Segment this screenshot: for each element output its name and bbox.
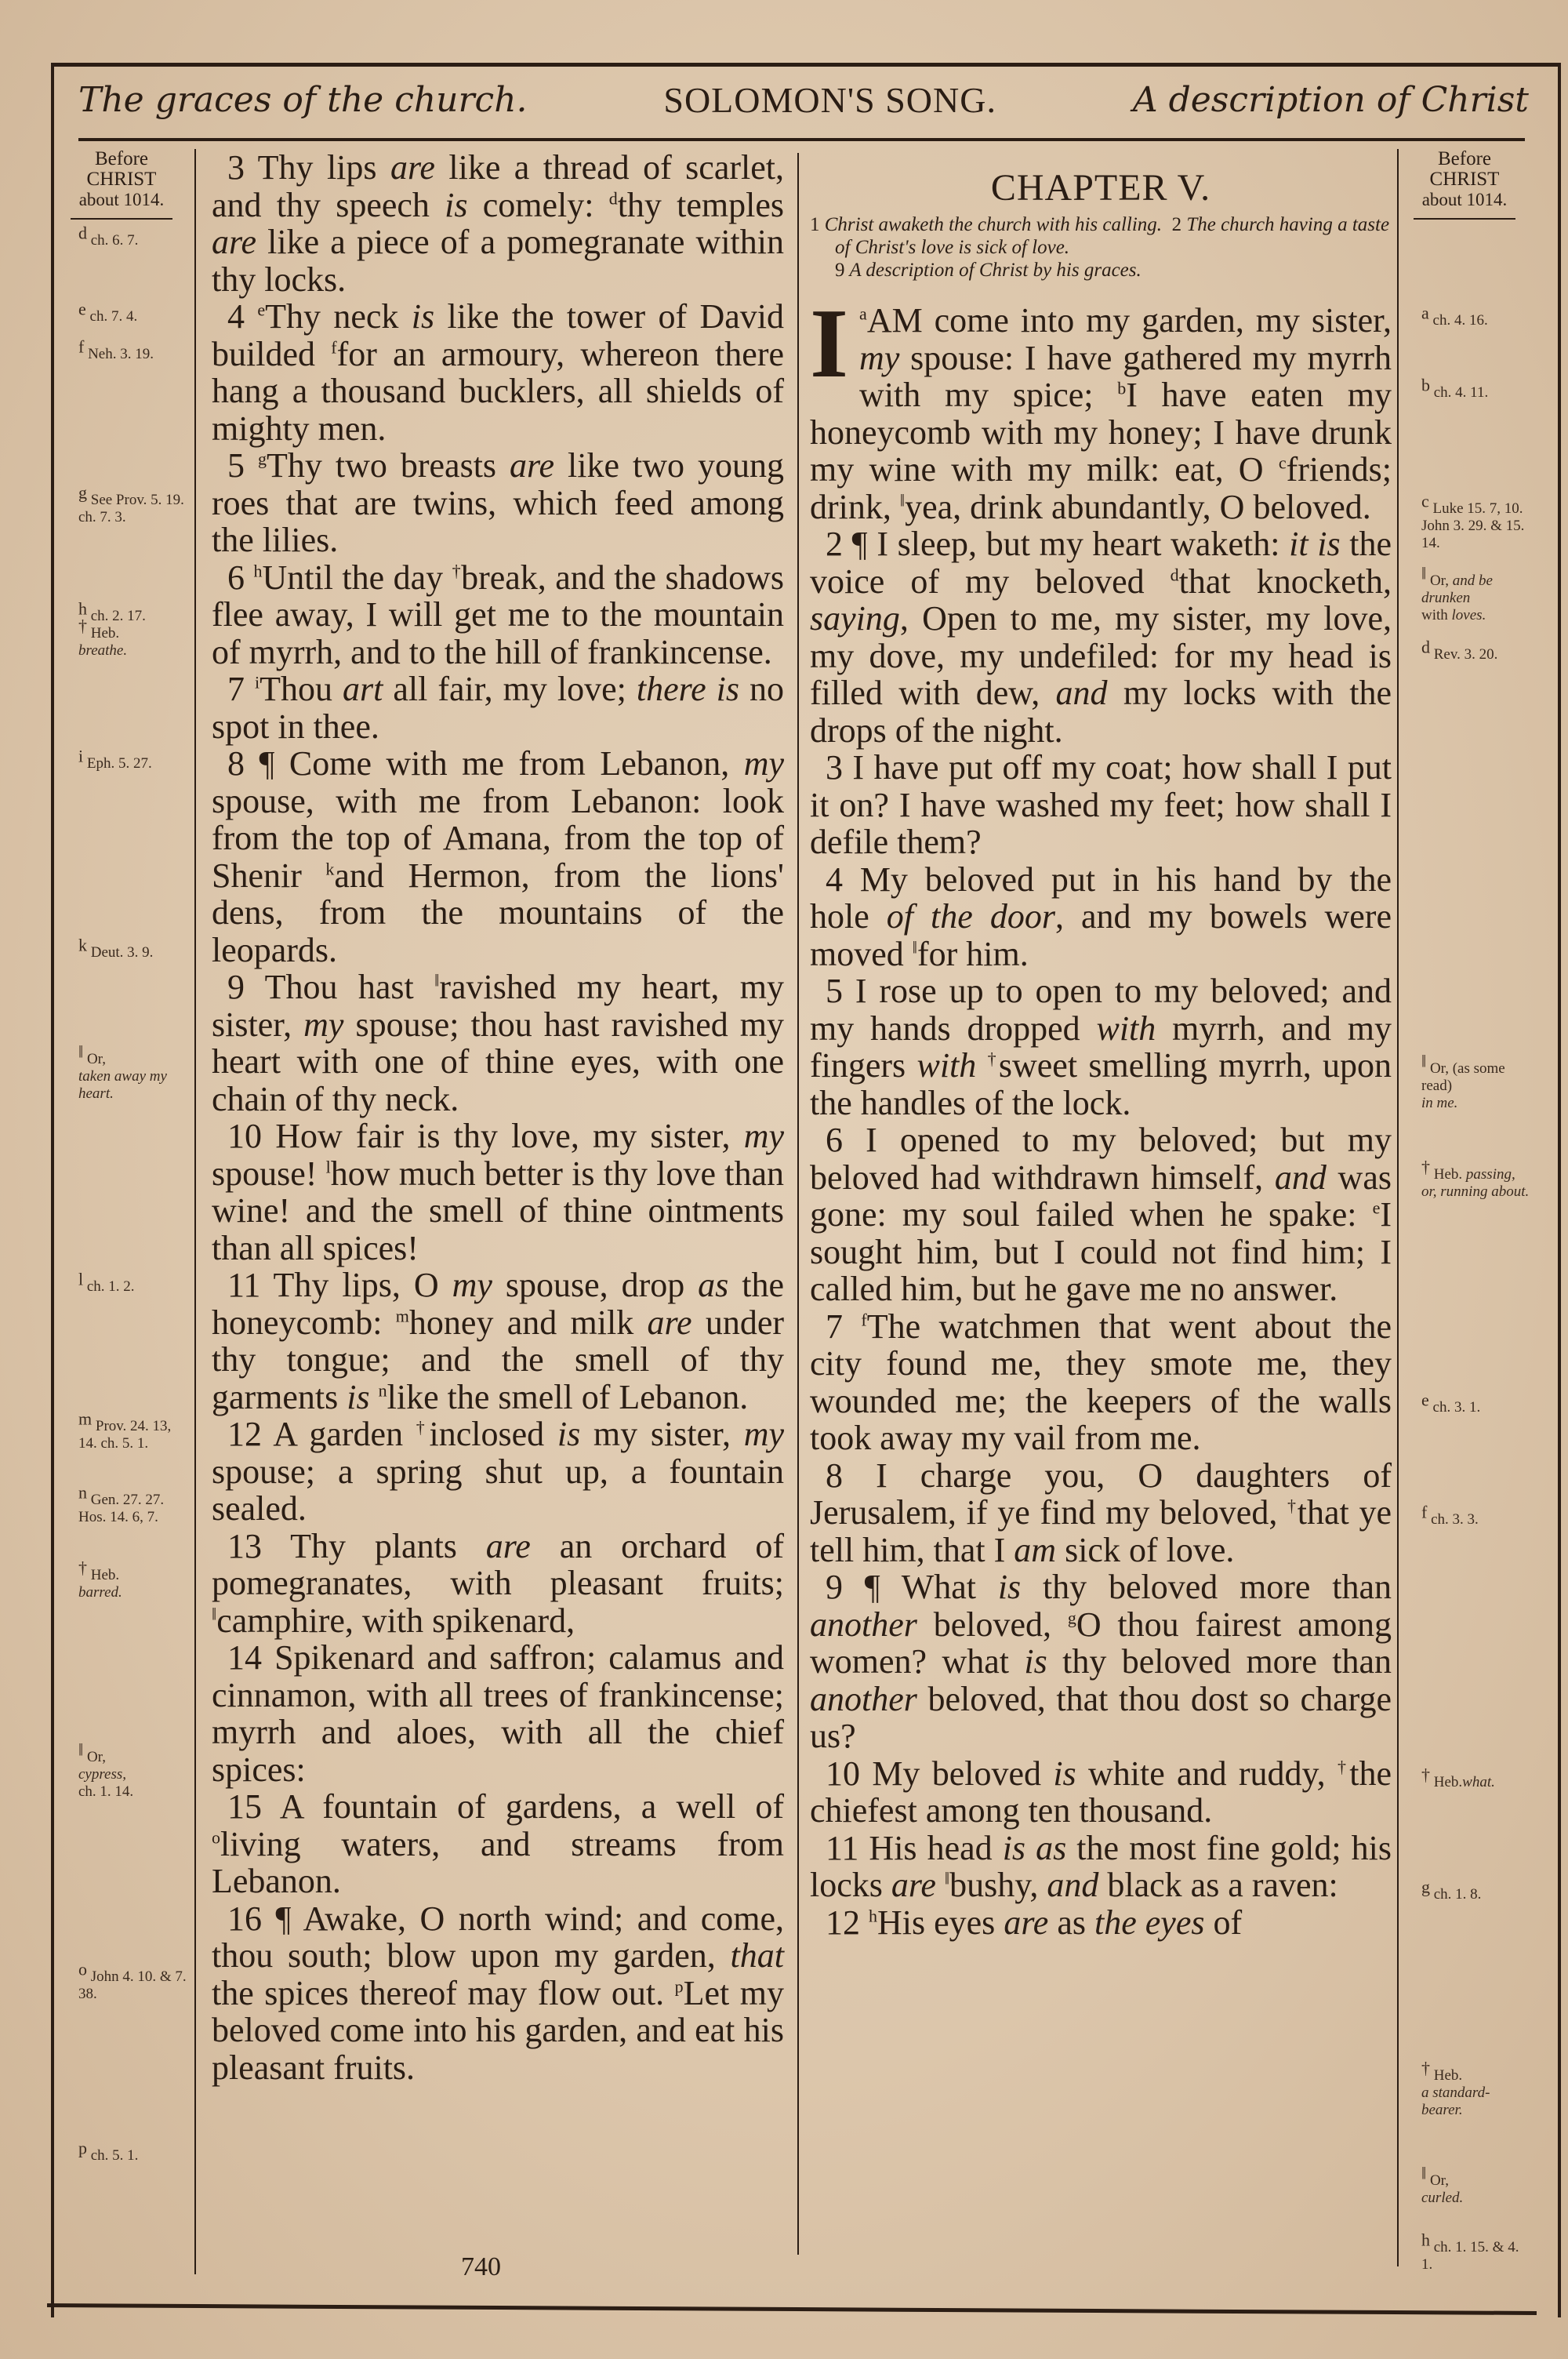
running-header bbox=[55, 72, 1548, 127]
margin-note: $^i$ Eph. 5. 27. bbox=[78, 746, 152, 772]
verse-15: 15 A fountain of gardens, a well of $^o$living waters, and streams from Lebanon. bbox=[212, 1787, 784, 1900]
verse-5: 5 I rose up to open to my beloved; and my hands dropped with myrrh, and my fingers with †sweet smelling myrrh, upon the handles of the lock. bbox=[810, 972, 1392, 1122]
margin-note: $^k$ Deut. 3. 9. bbox=[78, 935, 154, 961]
verse-8: 8 I charge you, O daughters of Jerusalem, if ye find my beloved, †that ye tell him, that I am sick of love. bbox=[810, 1456, 1392, 1569]
drop-cap: I bbox=[810, 289, 849, 398]
verse-14: 14 Spikenard and saffron; calamus and cinnamon, with all trees of frankincense; myrrh and aloes, with all the chief spices: bbox=[212, 1638, 785, 1789]
margin-note: $^e$ ch. 3. 1. bbox=[1421, 1390, 1481, 1416]
verse-12: 12 A garden †inclosed is my sister, my spouse; a spring shut up, a fountain sealed. bbox=[212, 1415, 784, 1528]
verse-9: 9 ¶ What is thy beloved more than another beloved, $^g$O thou fairest among women? what is thy beloved more than another beloved, that thou dost so charge us? bbox=[810, 1568, 1392, 1755]
margin-note: $^p$ ch. 5. 1. bbox=[78, 2138, 139, 2164]
verse-10: 10 How fair is thy love, my sister, my spouse! $^l$how much better is thy love than wine! and the smell of thine ointments than all spices! bbox=[212, 1117, 785, 1267]
margin-note: $^g$ ch. 1. 8. bbox=[1421, 1877, 1482, 1903]
margin-note: $^e$ ch. 7. 4. bbox=[78, 299, 138, 325]
chronology-right: Before CHRIST about 1014. bbox=[1406, 149, 1523, 220]
left-margin-references bbox=[63, 148, 187, 2298]
verse-6: 6 $^h$Until the day †break, and the shadows flee away, I will get me to the mountain of myrrh, and to the hill of frankincense. bbox=[212, 558, 785, 671]
margin-note: $^f$ ch. 3. 3. bbox=[1421, 1502, 1479, 1528]
margin-note: $^h$ ch. 1. 15. & 4. 1. bbox=[1421, 2230, 1519, 2273]
header-left-title: The graces of the church. bbox=[78, 79, 528, 120]
margin-note: $^a$ ch. 4. 16. bbox=[1421, 303, 1488, 329]
verse-11: 11 Thy lips, O my spouse, drop as the honeycomb: $^m$honey and milk are under thy tongue; and the smell of thy garments is $^n$like the smell of Lebanon. bbox=[212, 1266, 784, 1416]
header-right-title: A description of Christ bbox=[1132, 79, 1529, 120]
margin-note: $^l$ ch. 1. 2. bbox=[78, 1269, 135, 1295]
verse-8: 8 ¶ Come with me from Lebanon, my spouse, with me from Lebanon: look from the top of Amana, from the top of Shenir $^k$and Hermon, from the lions' dens, from the mountains of the leopards. bbox=[212, 744, 785, 969]
margin-note: $^o$ John 4. 10. & 7. 38. bbox=[78, 1959, 187, 2002]
margin-note: $^c$ Luke 15. 7, 10. John 3. 29. & 15. 14. bbox=[1421, 491, 1525, 551]
margin-note: † Heb. passing, or, running about. bbox=[1421, 1157, 1530, 1200]
margin-note: ‖ Or, taken away my heart. bbox=[78, 1041, 167, 1102]
margin-note: $^m$ Prov. 24. 13, 14. ch. 5. 1. bbox=[78, 1408, 172, 1452]
margin-note: ‖ Or, cypress, ch. 1. 14. bbox=[78, 1739, 134, 1800]
margin-note: ‖ Or, curled. bbox=[1421, 2163, 1464, 2206]
margin-note: ‖ Or, (as some read) in me. bbox=[1421, 1051, 1505, 1111]
margin-note: ‖ Or, and be drunken with loves. bbox=[1421, 563, 1493, 623]
margin-note: † Heb. a standard-bearer. bbox=[1421, 2058, 1490, 2118]
verse-16: 16 ¶ Awake, O north wind; and come, thou south; blow upon my garden, that the spices thereof may flow out. $^p$Let my beloved come into his garden, and eat his pleasant fruits. bbox=[212, 1899, 785, 2087]
left-margin-rule bbox=[194, 149, 196, 2274]
verse-3: 3 I have put off my coat; how shall I put it on? I have washed my feet; how shall I defile them? bbox=[810, 748, 1392, 861]
page-number: 740 bbox=[461, 2252, 501, 2281]
margin-note: $^n$ Gen. 27. 27. Hos. 14. 6, 7. bbox=[78, 1482, 165, 1525]
verse-12: 12 $^h$His eyes are as the eyes of bbox=[826, 1903, 1243, 1942]
verse-10: 10 My beloved is white and ruddy, †the chiefest among ten thousand. bbox=[810, 1754, 1392, 1830]
left-text-column bbox=[212, 149, 784, 2086]
chapter-heading: CHAPTER V. bbox=[990, 167, 1211, 209]
chapter-summary: 1 Christ awaketh the church with his calling. 2 The church having a taste of Christ's love is sick of love. 9 A description of Christ by his graces. bbox=[810, 214, 1390, 281]
verse-3: 3 Thy lips are like a thread of scarlet, and thy speech is comely: $^d$thy temples are like a piece of a pomegranate within thy locks. bbox=[212, 148, 784, 299]
margin-note: † Heb. breathe. bbox=[78, 616, 128, 659]
verse-4: 4 My beloved put in his hand by the hole of the door, and my bowels were moved ‖for him. bbox=[810, 860, 1392, 973]
verse-6: 6 I opened to my beloved; but my beloved had withdrawn himself, and was gone: my soul failed when he spake: $^e$I sought him, but I could not find him; I called him, but he gave me no answer. bbox=[810, 1121, 1392, 1308]
header-rule bbox=[78, 138, 1525, 141]
verse-1: I $^a$AM come into my garden, my sister, my spouse: I have gathered my myrrh with my spice; $^b$I have eaten my honeycomb with my honey; I have drunk my wine with my milk: eat, O $^c$friends; drink, ‖yea, drink abundantly, O beloved. bbox=[810, 289, 1392, 526]
center-column-rule bbox=[797, 153, 799, 2255]
margin-note: † Heb.what. bbox=[1421, 1765, 1495, 1790]
margin-note: $^g$ See Prov. 5. 19. ch. 7. 3. bbox=[78, 482, 184, 525]
margin-note: $^b$ ch. 4. 11. bbox=[1421, 375, 1489, 401]
chronology-left: Before CHRIST about 1014. bbox=[63, 149, 180, 220]
margin-note: $^h$ ch. 2. 17. bbox=[78, 598, 146, 624]
margin-note: † Heb. barred. bbox=[78, 1558, 122, 1601]
verse-7: 7 $^f$The watchmen that went about the city found me, they smote me, they wounded me; the keepers of the walls took away my vail from me. bbox=[810, 1307, 1392, 1457]
right-text-column bbox=[810, 149, 1392, 1941]
right-margin-rule bbox=[1397, 149, 1399, 2266]
verse-13: 13 Thy plants are an orchard of pomegranates, with pleasant fruits; ‖camphire, with spikenard, bbox=[212, 1526, 784, 1640]
verse-4: 4 $^e$Thy neck is like the tower of David builded $^f$for an armoury, whereon there hang a thousand bucklers, all shields of mighty men. bbox=[212, 297, 785, 448]
book-title: SOLOMON'S SONG. bbox=[663, 79, 996, 120]
margin-note: $^d$ ch. 6. 7. bbox=[78, 223, 139, 249]
margin-note: $^f$ Neh. 3. 19. bbox=[78, 336, 154, 362]
margin-note: $^d$ Rev. 3. 20. bbox=[1421, 637, 1498, 663]
verse-2: 2 ¶ I sleep, but my heart waketh: it is the voice of my beloved $^d$that knocketh, saying, Open to me, my sister, my love, my dove, my undefiled: for my head is filled with dew, and my locks with the drops of the night. bbox=[810, 525, 1392, 750]
verse-9: 9 Thou hast ‖ravished my heart, my sister, my spouse; thou hast ravished my heart with one of thine eyes, with one chain of thy neck. bbox=[212, 968, 784, 1118]
verse-11: 11 His head is as the most fine gold; his locks are ‖bushy, and black as a raven: bbox=[810, 1828, 1392, 1904]
verse-7: 7 $^i$Thou art all fair, my love; there is no spot in thee. bbox=[212, 670, 785, 746]
right-margin-references bbox=[1406, 148, 1530, 2298]
verse-5: 5 $^g$Thy two breasts are like two young roes that are twins, which feed among the lilies. bbox=[212, 446, 785, 559]
